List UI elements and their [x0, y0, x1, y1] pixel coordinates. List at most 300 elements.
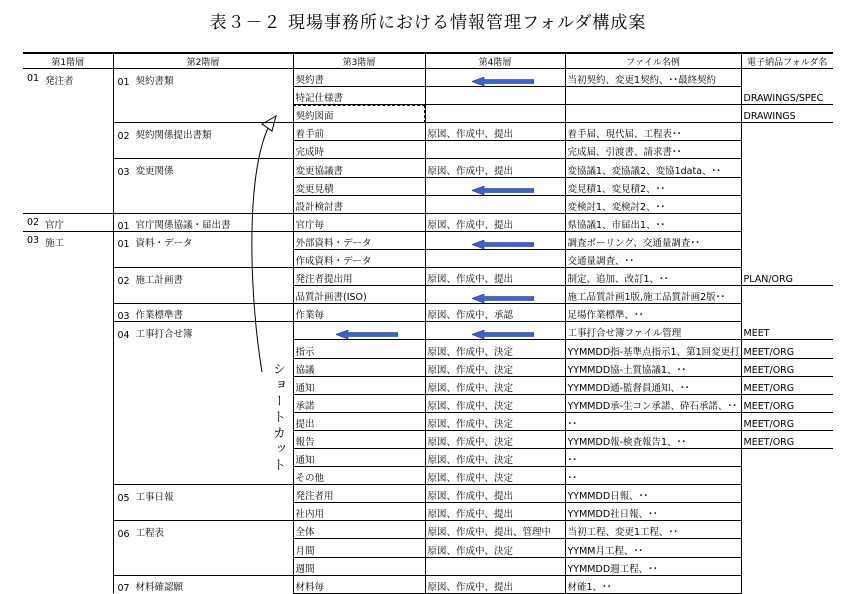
level1-label: 発注者: [45, 75, 74, 87]
level3-cell: [293, 268, 425, 286]
level4-label: 原図、作成中、提出: [427, 129, 514, 141]
delivery-folder-cell: [741, 521, 833, 539]
table-row: [23, 539, 833, 557]
level1-label: 施工: [45, 238, 65, 250]
level1-cell: [23, 467, 113, 485]
level2-cell: [113, 177, 293, 195]
level4-label: 原図、作成中、提出: [427, 581, 514, 593]
left-arrow-icon: [428, 330, 563, 339]
level3-cell: [293, 195, 425, 213]
file-example-cell: [565, 286, 741, 304]
level2-label: 契約書類: [135, 75, 174, 87]
table-row: [23, 87, 833, 105]
delivery-folder-cell: [741, 430, 833, 448]
level1-number: 01: [27, 72, 40, 84]
level1-cell: [23, 322, 113, 340]
level3-label: 契約図面: [295, 111, 334, 123]
level2-number: 02: [117, 275, 130, 286]
level4-cell: [425, 123, 565, 141]
delivery-folder-cell: [741, 503, 833, 521]
level3-label: 月間: [295, 545, 315, 557]
level3-label: 協議: [295, 364, 315, 376]
table-row: [23, 467, 833, 485]
delivery-folder-cell: [741, 557, 833, 575]
delivery-folder-cell: [741, 358, 833, 376]
level1-cell: [23, 69, 113, 87]
level1-cell: [23, 557, 113, 575]
delivery-folder-cell: [741, 87, 833, 105]
file-example-text: 制定、追加、改訂1、･･: [567, 274, 669, 286]
document-title: 表３－２ 現場事務所における情報管理フォルダ構成案: [209, 13, 647, 33]
level2-cell: [113, 575, 293, 593]
level4-cell: [425, 195, 565, 213]
level3-cell: [293, 105, 425, 123]
table-row: [23, 286, 833, 304]
level4-label: 原図、作成中、決定: [427, 455, 514, 467]
file-example-cell: [565, 87, 741, 105]
file-example-text: YYMMDD週工程、･･: [567, 563, 658, 575]
level2-label: 施工計画書: [135, 274, 184, 286]
level3-cell: [293, 503, 425, 521]
delivery-folder-text: MEET/ORG: [743, 436, 795, 448]
file-example-cell: [565, 141, 741, 159]
level3-label: 全体: [295, 527, 315, 539]
level3-cell: [293, 485, 425, 503]
level2-number: 04: [117, 329, 130, 340]
file-example-text: 着手届、現代届、工程表･･: [567, 129, 682, 141]
level2-cell: [113, 485, 293, 503]
table-row: [23, 195, 833, 213]
level4-cell: [425, 340, 565, 358]
level4-cell: [425, 141, 565, 159]
left-arrow-icon: [428, 77, 563, 86]
level2-cell: [113, 213, 293, 231]
level1-cell: [23, 340, 113, 358]
level2-cell: [113, 268, 293, 286]
level4-cell: [425, 304, 565, 322]
level3-cell: [293, 358, 425, 376]
level3-label: 通知: [295, 382, 315, 394]
level1-cell: [23, 430, 113, 448]
file-example-text: 工事打合せ簿ファイル管理: [567, 328, 682, 340]
level3-label: 発注者用: [295, 491, 334, 503]
file-example-text: ･･: [567, 455, 578, 467]
file-example-cell: [565, 539, 741, 557]
delivery-folder-cell: [741, 304, 833, 322]
table-row: [23, 231, 833, 249]
level2-cell: [113, 539, 293, 557]
table-row: [23, 430, 833, 448]
level3-label: 完成時: [295, 147, 325, 159]
level2-label: 工事日報: [135, 491, 174, 503]
level2-cell: [113, 304, 293, 322]
level1-cell: [23, 286, 113, 304]
level3-label: 通知: [295, 455, 315, 467]
level2-cell: [113, 358, 293, 376]
file-example-cell: [565, 123, 741, 141]
level1-cell: [23, 213, 113, 231]
level2-cell: [113, 231, 293, 249]
level1-cell: [23, 123, 113, 141]
table-row: [23, 105, 833, 123]
file-example-cell: [565, 358, 741, 376]
file-example-cell: [565, 376, 741, 394]
delivery-folder-text: MEET/ORG: [743, 346, 795, 358]
level2-number: 06: [117, 528, 130, 539]
level2-cell: [113, 123, 293, 141]
delivery-folder-cell: [741, 322, 833, 340]
file-example-cell: [565, 467, 741, 485]
delivery-folder-cell: [741, 340, 833, 358]
delivery-folder-text: MEET/ORG: [743, 418, 795, 430]
level2-label: 材料確認願: [135, 582, 184, 594]
delivery-folder-text: MEET: [743, 328, 770, 340]
level4-label: 原図、作成中、決定: [427, 382, 514, 394]
level2-cell: [113, 340, 293, 358]
level2-number: 05: [117, 492, 130, 503]
file-example-text: 県協議1、市届出1、･･: [567, 219, 666, 231]
level2-cell: [113, 412, 293, 430]
level1-cell: [23, 448, 113, 466]
left-arrow-icon: [428, 186, 563, 195]
level3-cell: [293, 231, 425, 249]
file-example-cell: [565, 448, 741, 466]
delivery-folder-cell: [741, 412, 833, 430]
file-example-text: 当初工程、変更1工程、･･: [567, 527, 679, 539]
level3-label: 外部資料・データ: [295, 237, 372, 249]
level2-cell: [113, 521, 293, 539]
table-row: [23, 503, 833, 521]
level3-label: 変更見積: [295, 183, 334, 195]
level4-cell: [425, 521, 565, 539]
level3-label: 材料毎: [295, 581, 325, 593]
file-example-text: 交通量調査、･･: [567, 256, 635, 268]
delivery-folder-cell: [741, 268, 833, 286]
level1-cell: [23, 141, 113, 159]
level2-cell: [113, 195, 293, 213]
table-row: [23, 394, 833, 412]
delivery-folder-cell: [741, 539, 833, 557]
delivery-folder-text: MEET/ORG: [743, 382, 795, 394]
level3-label: 指示: [295, 346, 315, 358]
file-example-cell: [565, 412, 741, 430]
level1-number: 03: [27, 235, 40, 247]
level4-label: 原図、作成中、提出: [427, 165, 514, 177]
level2-cell: [113, 249, 293, 267]
level4-cell: [425, 286, 565, 304]
level3-label: 着手前: [295, 129, 325, 141]
level3-cell: [293, 87, 425, 105]
file-example-cell: [565, 195, 741, 213]
level2-label: 工事打合せ簿: [135, 328, 193, 340]
level3-cell: [293, 69, 425, 87]
level1-cell: [23, 159, 113, 177]
delivery-folder-cell: [741, 448, 833, 466]
table-row: [23, 340, 833, 358]
folder-structure-table: [23, 52, 833, 594]
level4-cell: [425, 503, 565, 521]
table-row: [23, 268, 833, 286]
delivery-folder-cell: [741, 141, 833, 159]
header-level2: 第2階層: [113, 53, 293, 69]
file-example-cell: [565, 213, 741, 231]
table-row: [23, 141, 833, 159]
file-example-text: 材確1、･･: [567, 581, 612, 593]
level4-cell: [425, 268, 565, 286]
level2-number: 07: [117, 583, 130, 594]
level1-number: 02: [27, 216, 40, 228]
file-example-text: YYMMDD報-検査報告1、･･: [567, 436, 687, 448]
delivery-folder-text: MEET/ORG: [743, 400, 795, 412]
file-example-cell: [565, 231, 741, 249]
header-row: [23, 53, 833, 69]
level2-cell: [113, 87, 293, 105]
table-row: [23, 249, 833, 267]
delivery-folder-cell: [741, 249, 833, 267]
header-level1: 第1階層: [23, 53, 113, 69]
level2-cell: [113, 105, 293, 123]
file-example-text: 当初契約、変更1契約、･･最終契約: [567, 75, 717, 87]
file-example-cell: [565, 268, 741, 286]
level2-label: 契約関係提出書類: [135, 129, 212, 141]
level1-cell: [23, 575, 113, 593]
delivery-folder-cell: [741, 394, 833, 412]
file-example-text: YYMMDD協-土質協議1、･･: [567, 364, 687, 376]
delivery-folder-cell: [741, 123, 833, 141]
level4-cell: [425, 159, 565, 177]
shortcut-label: ショートカット: [270, 362, 285, 474]
table-row: [23, 376, 833, 394]
file-example-text: 完成届、引渡書、請求書･･: [567, 147, 682, 159]
delivery-folder-cell: [741, 231, 833, 249]
level3-label: 承諾: [295, 400, 315, 412]
level3-cell: [293, 557, 425, 575]
level1-cell: [23, 195, 113, 213]
level3-label: 作成資料・データ: [295, 256, 372, 268]
file-example-text: YYMMDD通-監督員通知、･･: [567, 382, 690, 394]
file-example-cell: [565, 159, 741, 177]
file-example-text: YYMMDD社日報、･･: [567, 509, 658, 521]
delivery-folder-text: DRAWINGS: [743, 111, 796, 123]
file-example-cell: [565, 249, 741, 267]
level4-cell: [425, 430, 565, 448]
level4-label: 原図、作成中、提出: [427, 274, 514, 286]
level4-label: 原図、作成中、提出: [427, 509, 514, 521]
level2-label: 作業標準書: [135, 310, 184, 322]
delivery-folder-cell: [741, 485, 833, 503]
level1-cell: [23, 268, 113, 286]
table-row: [23, 358, 833, 376]
level2-cell: [113, 430, 293, 448]
level4-label: 原図、作成中、承認: [427, 310, 514, 322]
level2-number: 01: [117, 220, 130, 232]
level1-label: 官庁: [45, 219, 65, 231]
level3-cell: [293, 177, 425, 195]
level4-cell: [425, 249, 565, 267]
level4-cell: [425, 69, 565, 87]
file-example-cell: [565, 304, 741, 322]
level2-number: 02: [117, 130, 130, 141]
table-row: [23, 213, 833, 231]
file-example-text: 変検討1、変検討2、･･: [567, 201, 666, 213]
level3-label: 報告: [295, 436, 315, 448]
level1-cell: [23, 105, 113, 123]
left-arrow-icon: [428, 240, 563, 249]
level4-cell: [425, 358, 565, 376]
level3-cell: [293, 141, 425, 159]
level3-cell: [293, 575, 425, 593]
level2-cell: [113, 376, 293, 394]
level4-cell: [425, 557, 565, 575]
level3-cell: [293, 123, 425, 141]
level2-number: 01: [117, 76, 130, 87]
delivery-folder-cell: [741, 105, 833, 123]
level4-cell: [425, 412, 565, 430]
file-example-text: YYMMDD日報、･･: [567, 491, 649, 503]
level2-cell: [113, 159, 293, 177]
delivery-folder-text: MEET/ORG: [743, 364, 795, 376]
table-row: [23, 69, 833, 87]
level3-cell: [293, 539, 425, 557]
level3-cell: [293, 322, 425, 340]
header-file-example: ファイル名例: [565, 53, 741, 69]
level2-label: 変更関係: [135, 166, 174, 178]
level1-cell: [23, 539, 113, 557]
level2-label: 官庁関係協議・届出書: [135, 219, 231, 231]
delivery-folder-cell: [741, 69, 833, 87]
level1-cell: [23, 358, 113, 376]
table-row: [23, 412, 833, 430]
level2-cell: [113, 69, 293, 87]
file-example-text: YYMMDD指-基準点指示1、第1回変更打: [567, 346, 740, 358]
level4-cell: [425, 467, 565, 485]
level3-label: 契約書: [295, 75, 325, 87]
file-example-text: ･･: [567, 418, 578, 430]
level1-cell: [23, 304, 113, 322]
level4-label: 原図、作成中、決定: [427, 473, 514, 485]
file-example-cell: [565, 575, 741, 593]
level4-label: 原図、作成中、決定: [427, 346, 514, 358]
table-row: [23, 304, 833, 322]
level1-cell: [23, 87, 113, 105]
level3-cell: [293, 286, 425, 304]
level3-label: 発注者提出用: [295, 274, 353, 286]
file-example-text: YYMMDD承-生コン承諾、砕石承諾、･･: [567, 400, 738, 412]
delivery-folder-text: DRAWINGS/SPEC: [743, 93, 824, 105]
level3-label: 変更協議書: [295, 165, 344, 177]
file-example-cell: [565, 394, 741, 412]
file-example-cell: [565, 485, 741, 503]
level2-cell: [113, 503, 293, 521]
level3-label: 週間: [295, 563, 315, 575]
file-example-text: 変協議1、変協議2、変協1data、･･: [567, 165, 722, 177]
delivery-folder-cell: [741, 467, 833, 485]
table-row: [23, 322, 833, 340]
level1-cell: [23, 485, 113, 503]
delivery-folder-cell: [741, 177, 833, 195]
file-example-text: 変見積1、変見積2、･･: [567, 183, 666, 195]
level3-label: 提出: [295, 418, 315, 430]
level4-cell: [425, 231, 565, 249]
table-row: [23, 448, 833, 466]
delivery-folder-cell: [741, 286, 833, 304]
level1-cell: [23, 503, 113, 521]
level3-cell: [293, 448, 425, 466]
level2-cell: [113, 448, 293, 466]
left-arrow-icon: [428, 294, 563, 303]
level4-cell: [425, 575, 565, 593]
header-level3: 第3階層: [293, 53, 425, 69]
level4-cell: [425, 105, 565, 123]
level4-label: 原図、作成中、決定: [427, 418, 514, 430]
table-row: [23, 485, 833, 503]
file-example-cell: [565, 177, 741, 195]
header-level4: 第4階層: [425, 53, 565, 69]
file-example-text: YYMM月工程、･･: [567, 545, 643, 557]
table-row: [23, 521, 833, 539]
level2-cell: [113, 394, 293, 412]
level4-label: 原図、作成中、決定: [427, 436, 514, 448]
level4-cell: [425, 322, 565, 340]
level4-cell: [425, 539, 565, 557]
level3-label: その他: [295, 473, 325, 485]
delivery-folder-cell: [741, 213, 833, 231]
level3-cell: [293, 521, 425, 539]
level4-cell: [425, 87, 565, 105]
level2-number: 03: [117, 167, 130, 178]
level2-cell: [113, 557, 293, 575]
header-delivery-folder: 電子納品フォルダ名: [741, 53, 833, 69]
level4-label: 原図、作成中、提出、管理中: [427, 527, 552, 539]
level4-cell: [425, 177, 565, 195]
file-example-cell: [565, 322, 741, 340]
table-row: [23, 123, 833, 141]
level3-label: 社内用: [295, 509, 325, 521]
level3-cell: [293, 412, 425, 430]
level3-label: 特記仕様書: [295, 93, 344, 105]
level1-cell: [23, 394, 113, 412]
level2-label: 工程表: [135, 527, 165, 539]
file-example-text: 足場作業標準、･･: [567, 310, 644, 322]
file-example-cell: [565, 521, 741, 539]
delivery-folder-cell: [741, 195, 833, 213]
level2-cell: [113, 141, 293, 159]
level1-cell: [23, 412, 113, 430]
level2-number: 03: [117, 311, 130, 322]
level4-cell: [425, 485, 565, 503]
file-example-cell: [565, 69, 741, 87]
table-row: [23, 575, 833, 593]
level1-cell: [23, 249, 113, 267]
level3-cell: [293, 430, 425, 448]
level2-cell: [113, 322, 293, 340]
level4-label: 原図、作成中、決定: [427, 400, 514, 412]
table-row: [23, 557, 833, 575]
level4-cell: [425, 448, 565, 466]
level2-label: 資料・データ: [135, 238, 193, 250]
level2-number: 01: [117, 239, 130, 250]
level4-label: 原図、作成中、決定: [427, 364, 514, 376]
level4-cell: [425, 394, 565, 412]
level4-cell: [425, 376, 565, 394]
level2-cell: [113, 286, 293, 304]
level3-cell: [293, 376, 425, 394]
level4-cell: [425, 213, 565, 231]
level3-cell: [293, 159, 425, 177]
level1-cell: [23, 231, 113, 249]
level3-cell: [293, 249, 425, 267]
level3-label: 品質計画書(ISO): [295, 292, 367, 304]
